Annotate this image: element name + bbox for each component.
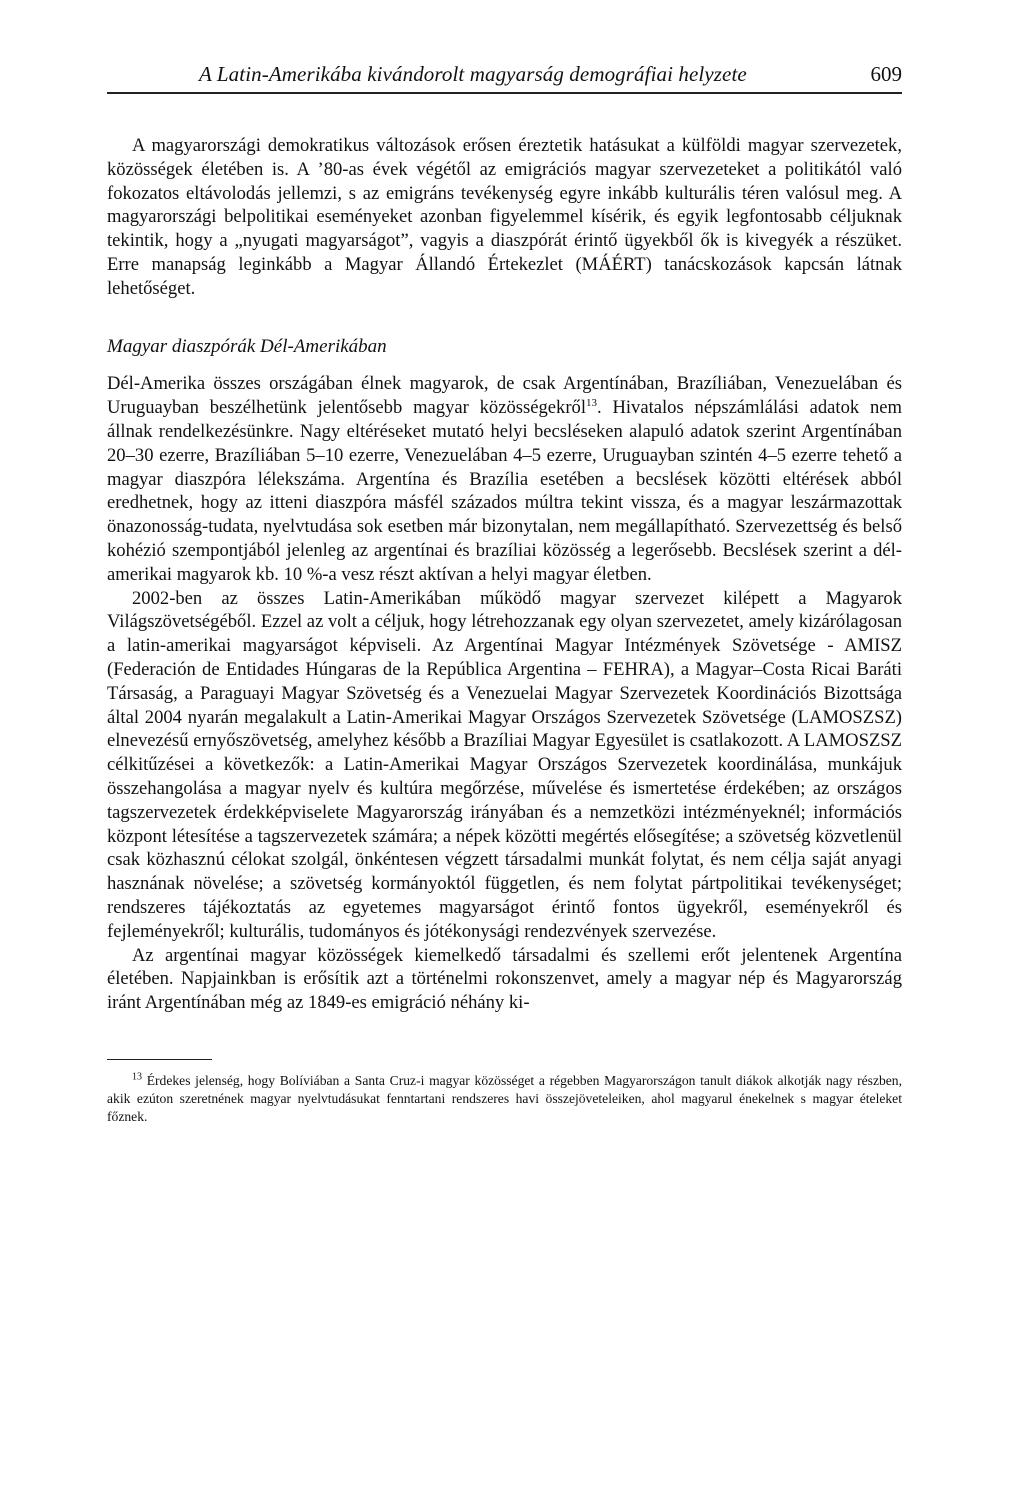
body-text	[107, 134, 902, 1015]
section-heading: Magyar diaszpórák Dél-Amerikában	[107, 335, 387, 357]
book-page	[107, 60, 902, 1460]
paragraph-text: . Hivatalos népszámlálási adatok nem állnak rendelkezésünkre. Nagy eltéréseket mutató helyi becsléseken alapuló adatok szerint Argentínában 20–30 ezerre, Brazíliában 5–10 ezerre, Venezuelában 4–5 ezerre, Uruguayban szintén 4–5 ezerre tehető a magyar diaszpóra lélekszáma. Argentína és Brazília esetében a becslések közötti eltérések abból eredhetnek, hogy az itteni diaszpóra másfél százados múltra tekint vissza, és a magyar leszármazottak önazonosság-tudata, nyelvtudása sok esetben már bizonytalan, nem megállapítható. Szervezettség és belső kohézió szempontjából jelenleg az argentínai és brazíliai közösség a legerősebb. Becslések szerint a dél-amerikai magyarok kb. 10 %-a vesz részt aktívan a helyi magyar életben.	[107, 397, 902, 585]
footnote-text: Érdekes jelenség, hogy Bolíviában a Santa Cruz-i magyar közösséget a régebben Magyarországon tanult diákok alkotják nagy részben, akik ezúton szeretnének magyar nyelvtudásukat fenntartani rendszeres havi összejöveteleiken, ahol magyarul énekelnek s magyar ételeket főznek.	[107, 1072, 902, 1124]
paragraph-text: Dél-Amerika összes országában élnek magyarok, de csak Argentínában, Brazíliában, Venezuelában és Uruguayban beszélhetünk jelentősebb magyar közösségekről	[107, 373, 902, 419]
page-number: 609	[870, 62, 902, 86]
footnote-divider	[107, 1059, 212, 1060]
footnote	[107, 1072, 902, 1126]
running-title: A Latin-Amerikába kivándorolt magyarság demográfiai helyzete	[199, 62, 747, 86]
footnote-marker: 13	[132, 1071, 142, 1083]
paragraph-lamoszsz: 2002-ben az összes Latin-Amerikában működő magyar szervezet kilépett a Magyarok Világszövetségéből. Ezzel az volt a céljuk, hogy létrehozzanak egy olyan szervezetet, amely kizárólagosan a latin-amerikai magyarságot képviseli. Az Argentínai Magyar Intézmények Szövetsége - AMISZ (Federación de Entidades Húngaras de la República Argentina – FEHRA), a Magyar–Costa Ricai Baráti Társaság, a Paraguayi Magyar Szövetség és a Venezuelai Magyar Szervezetek Koordinációs Bizottsága által 2004 nyarán megalakult a Latin-Amerikai Magyar Országos Szervezetek Szövetsége (LAMOSZSZ) elnevezésű ernyőszövetség, amelyhez később a Brazíliai Magyar Egyesület is csatlakozott. A LAMOSZSZ célkitűzései a következők: a Latin-Amerikai Magyar Országos Szervezetek koordinálása, munkájuk összehangolása a magyar nyelv és kultúra megőrzése, művelése és ismertetése érdekében; az országos tagszervezetek érdekképviselete Magyarország irányában és a nemzetközi intézményeknél; információs központ létesítése a tagszervezetek számára; a népek közötti megértés elősegítése; a szövetség közvetlenül csak közhasznú célokat szolgál, önkéntesen végzett társadalmi munkát folytat, és nem célja saját anyagi hasznának növelése; a szövetség kormányoktól független, és nem folytat pártpolitikai tevékenységet; rendszeres tájékoztatás az egyetemes magyarságot érintő fontos ügyekről, eseményekről és fejleményekről; kulturális, tudományos és jótékonysági rendezvények szervezése.	[107, 587, 902, 942]
running-head	[107, 60, 902, 94]
paragraph-argentina: Az argentínai magyar közösségek kiemelkedő társadalmi és szellemi erőt jelentenek Argentína életében. Napjainkban is erősítik azt a történelmi rokonszenvet, amely a magyar nép és Magyarország iránt Argentínában még az 1849-es emigráció néhány ki-	[107, 944, 902, 1014]
paragraph-intro: A magyarországi demokratikus változások erősen éreztetik hatásukat a külföldi magyar szervezetek, közösségek életében is. A ’80-as évek végétől az emigrációs magyar szervezeteket a politikától való fokozatos eltávolodás jellemzi, s az emigráns tevékenység egyre inkább kulturális téren valósul meg. A magyarországi belpolitikai eseményeket azonban figyelemmel kísérik, és egyik legfontosabb céljuknak tekintik, hogy a „nyugati magyarságot”, vagyis a diaszpórát érintő ügyekből ők is kivegyék a részüket. Erre manapság leginkább a Magyar Állandó Értekezlet (MÁÉRT) tanácskozások kapcsán látnak lehetőséget.	[107, 135, 902, 299]
footnote-reference[interactable]: 13	[586, 396, 597, 409]
paragraph-diaspora-estimates	[107, 372, 902, 586]
